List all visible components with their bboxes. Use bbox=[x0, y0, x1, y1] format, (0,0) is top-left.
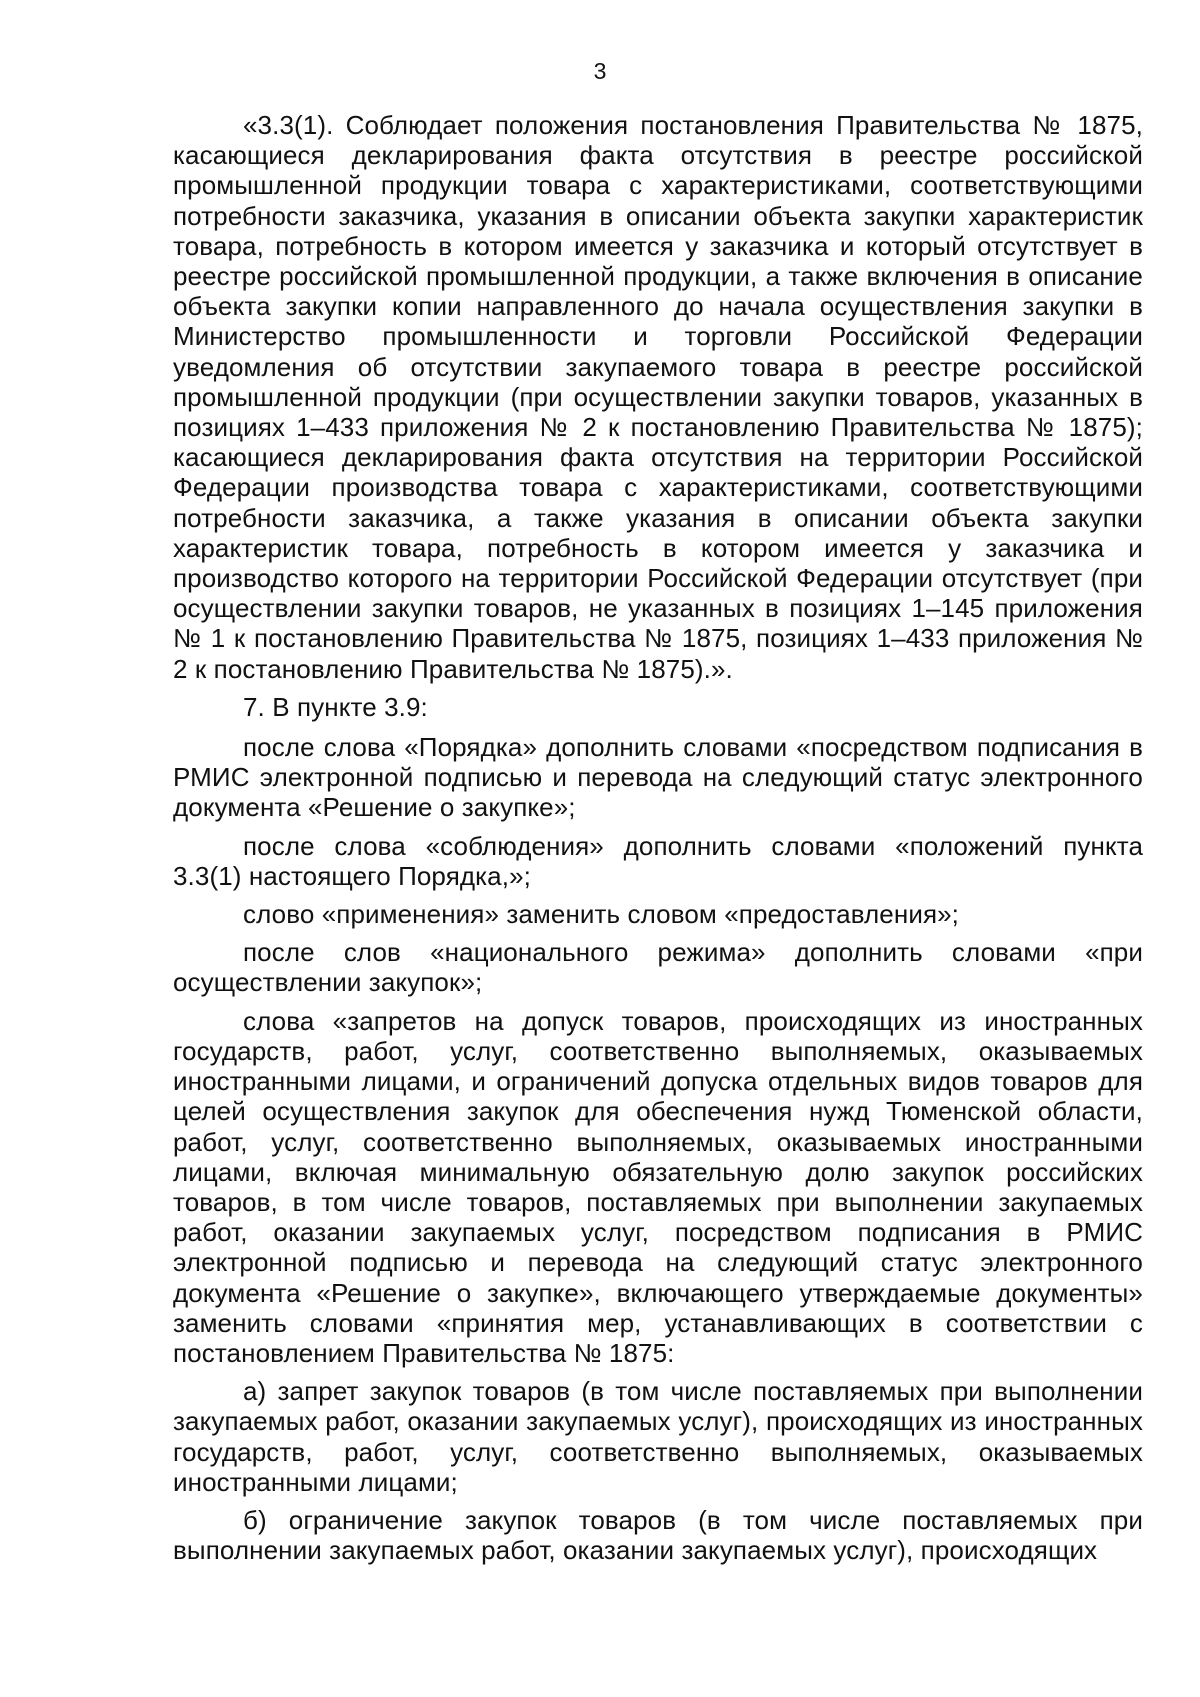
paragraph-amendment-5: слова «запретов на допуск товаров, происходящих из иностранных государств, работ, услуг, соответственно выполняемых, оказываемых иностранными лицами, и ограничений допуска отдельных видов товаров для целей осуществления закупок для обеспечения нужд Тюменской области, работ, услуг, соответственно выполняемых, оказываемых иностранными лицами, включая минимальную обязательную долю закупок российских товаров, в том числе товаров, поставляемых при выполнении закупаемых работ, оказании закупаемых услуг, посредством подписания в РМИС электронной подписью и перевода на следующий статус электронного документа «Решение о закупке», включающего утверждаемые документы» заменить словами «принятия мер, устанавливающих в соответствии с постановлением Правительства № 1875: bbox=[173, 1005, 1143, 1368]
paragraph-3-3-1: «3.3(1). Соблюдает положения постановления Правительства № 1875, касающиеся декларирования факта отсутствия в реестре российской промышленной продукции товара с характеристиками, соответствующими потребности заказчика, указания в описании объекта закупки характеристик товара, потребность в котором имеется у заказчика и который отсутствует в реестре российской промышленной продукции, а также включения в описание объекта закупки копии направленного до начала осуществления закупки в Министерство промышленности и торговли Российской Федерации уведомления об отсутствии закупаемого товара в реестре российской промышленной продукции (при осуществлении закупки товаров, указанных в позициях 1–433 приложения № 2 к постановлению Правительства № 1875); касающиеся декларирования факта отсутствия на территории Российской Федерации производства товара с характеристиками, соответствующими потребности заказчика, а также указания в описании объекта закупки характеристик товара, потребность в котором имеется у заказчика и производство которого на территории Российской Федерации отсутствует (при осуществлении закупки товаров, не указанных в позициях 1–145 приложения № 1 к постановлению Правительства № 1875, позициях 1–433 приложения № 2 к постановлению Правительства № 1875).». bbox=[173, 110, 1143, 684]
page-number: 3 bbox=[593, 58, 607, 84]
document-body bbox=[173, 110, 1143, 1573]
paragraph-subitem-b: б) ограничение закупок товаров (в том числе поставляемых при выполнении закупаемых работ, оказании закупаемых услуг), происходящих bbox=[173, 1504, 1143, 1566]
paragraph-amendment-2: после слова «соблюдения» дополнить словами «положений пункта 3.3(1) настоящего Порядка,»; bbox=[173, 830, 1143, 891]
paragraph-item-7: 7. В пункте 3.9: bbox=[243, 691, 428, 722]
paragraph-amendment-1: после слова «Порядка» дополнить словами «посредством подписания в РМИС электронной подписью и перевода на следующий статус электронного документа «Решение о закупке»; bbox=[173, 732, 1143, 823]
paragraph-amendment-4: после слов «национального режима» дополнить словами «при осуществлении закупок»; bbox=[173, 937, 1143, 998]
paragraph-amendment-3: слово «применения» заменить словом «предоставления»; bbox=[243, 899, 960, 930]
paragraph-subitem-a: а) запрет закупок товаров (в том числе поставляемых при выполнении закупаемых работ, оказании закупаемых услуг), происходящих из иностранных государств, работ, услуг, соответственно выполняемых, оказываемых иностранными лицами; bbox=[173, 1376, 1143, 1497]
